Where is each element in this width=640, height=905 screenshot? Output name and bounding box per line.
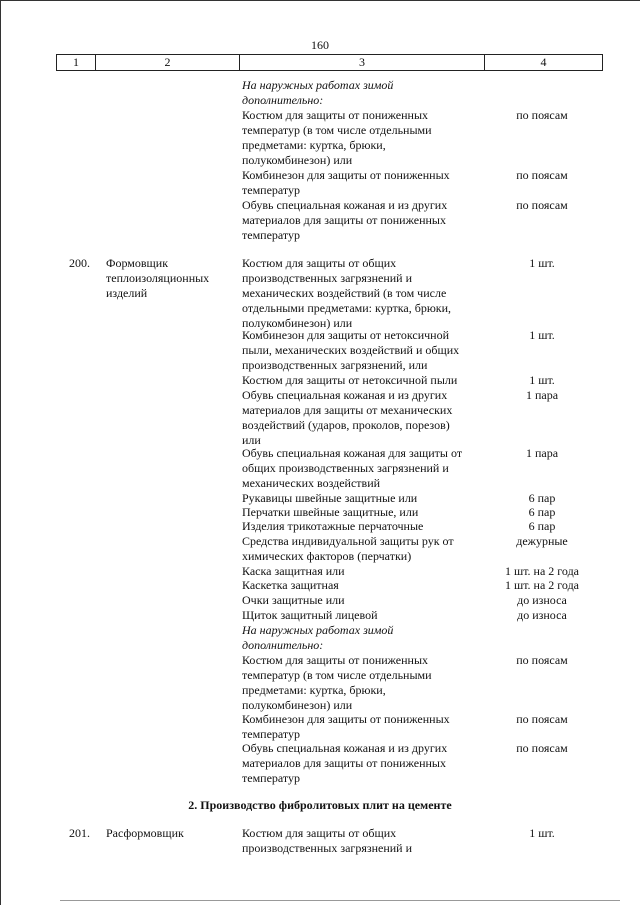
text-line: дополнительно: bbox=[242, 93, 324, 107]
page-frame-bottom bbox=[60, 900, 620, 901]
ppe-quantity: 6 пар bbox=[528, 505, 556, 519]
text-line: Щиток защитный лицевой bbox=[242, 608, 378, 622]
text-line: Комбинезон для защиты от пониженных bbox=[242, 168, 450, 182]
text-line: Костюм для защиты от общих bbox=[242, 256, 397, 270]
text-line: Костюм для защиты от пониженных bbox=[242, 108, 429, 122]
ppe-quantity: 1 шт. bbox=[529, 256, 555, 270]
text-line: Костюм для защиты от общих bbox=[242, 826, 397, 840]
ppe-item bbox=[242, 505, 487, 520]
text-line: общих производственных загрязнений и bbox=[242, 461, 449, 475]
ppe-item bbox=[242, 256, 487, 331]
text-line: Каскетка защитная bbox=[242, 578, 339, 592]
entry-number: 201. bbox=[69, 826, 90, 840]
text-line: материалов для защиты от механических bbox=[242, 403, 453, 417]
ppe-item bbox=[242, 564, 487, 579]
text-line: Перчатки швейные защитные, или bbox=[242, 505, 419, 519]
ppe-quantity: по поясам bbox=[516, 198, 568, 212]
text-line: пыли, механических воздействий и общих bbox=[242, 343, 460, 357]
ppe-quantity: по поясам bbox=[516, 108, 568, 122]
ppe-item bbox=[242, 578, 487, 593]
winter-note bbox=[242, 78, 487, 108]
ppe-item bbox=[242, 608, 487, 623]
ppe-item bbox=[242, 519, 487, 534]
text-line: производственных загрязнений и bbox=[242, 271, 413, 285]
text-line: температур (в том числе отдельными bbox=[242, 123, 432, 137]
section-title: 2. Производство фибролитовых плит на цементе bbox=[188, 798, 452, 812]
header-col-4: 4 bbox=[540, 55, 547, 69]
ppe-quantity: 1 шт. bbox=[529, 328, 555, 342]
text-line: Рукавицы швейные защитные или bbox=[242, 491, 418, 505]
table-header-row bbox=[56, 54, 603, 71]
text-line: Обувь специальная кожаная и из других bbox=[242, 198, 448, 212]
text-line: температур (в том числе отдельными bbox=[242, 668, 432, 682]
text-line: полукомбинезон) или bbox=[242, 698, 353, 712]
text-line: Каска защитная или bbox=[242, 564, 345, 578]
page-frame-top bbox=[0, 0, 640, 1]
ppe-quantity: по поясам bbox=[516, 168, 568, 182]
text-line: материалов для защиты от пониженных bbox=[242, 213, 446, 227]
text-line: химических факторов (перчатки) bbox=[242, 549, 412, 563]
text-line: производственных загрязнений и bbox=[242, 841, 413, 855]
text-line: Формовщик bbox=[106, 256, 169, 270]
ppe-quantity: 6 пар bbox=[528, 519, 556, 533]
text-line: изделий bbox=[106, 286, 148, 300]
text-line: механических воздействий bbox=[242, 476, 381, 490]
text-line: или bbox=[242, 433, 261, 447]
text-line: полукомбинезон) или bbox=[242, 316, 353, 330]
text-line: температур bbox=[242, 228, 301, 242]
text-line: Костюм для защиты от нетоксичной пыли bbox=[242, 373, 458, 387]
header-col-1: 1 bbox=[73, 55, 79, 69]
ppe-quantity: 1 шт. на 2 года bbox=[504, 564, 580, 578]
text-line: полукомбинезон) или bbox=[242, 153, 353, 167]
ppe-quantity: 1 шт. на 2 года bbox=[504, 578, 580, 592]
text-line: Обувь специальная кожаная для защиты от bbox=[242, 446, 463, 460]
text-line: температур bbox=[242, 183, 301, 197]
text-line: Расформовщик bbox=[106, 826, 184, 840]
ppe-quantity: дежурные bbox=[516, 534, 568, 548]
ppe-quantity: 1 пара bbox=[525, 388, 559, 402]
text-line: дополнительно: bbox=[242, 638, 324, 652]
ppe-item bbox=[242, 108, 487, 168]
winter-note bbox=[242, 623, 487, 653]
ppe-item bbox=[242, 653, 487, 713]
text-line: материалов для защиты от пониженных bbox=[242, 756, 446, 770]
ppe-quantity: 1 пара bbox=[525, 446, 559, 460]
text-line: температур bbox=[242, 771, 301, 785]
text-line: теплоизоляционных bbox=[106, 271, 210, 285]
text-line: предметами: куртка, брюки, bbox=[242, 683, 386, 697]
text-line: На наружных работах зимой bbox=[242, 78, 394, 92]
ppe-quantity: 1 шт. bbox=[529, 373, 555, 387]
ppe-quantity: по поясам bbox=[516, 712, 568, 726]
text-line: температур bbox=[242, 727, 301, 741]
ppe-quantity: до износа bbox=[517, 608, 567, 622]
ppe-item bbox=[242, 388, 487, 448]
ppe-quantity: 6 пар bbox=[528, 491, 556, 505]
ppe-item bbox=[242, 328, 487, 373]
ppe-quantity: до износа bbox=[517, 593, 567, 607]
text-line: Комбинезон для защиты от пониженных bbox=[242, 712, 450, 726]
text-line: Обувь специальная кожаная и из других bbox=[242, 741, 448, 755]
page-frame-left bbox=[0, 0, 1, 905]
ppe-item bbox=[242, 198, 487, 243]
entry-number: 200. bbox=[69, 256, 90, 270]
page-number: 160 bbox=[311, 38, 329, 52]
ppe-quantity: 1 шт. bbox=[529, 826, 555, 840]
text-line: Изделия трикотажные перчаточные bbox=[242, 519, 424, 533]
text-line: Очки защитные или bbox=[242, 593, 345, 607]
ppe-item bbox=[242, 826, 487, 856]
text-line: производственных загрязнений, или bbox=[242, 358, 428, 372]
ppe-item bbox=[242, 534, 487, 564]
text-line: На наружных работах зимой bbox=[242, 623, 394, 637]
header-col-3: 3 bbox=[359, 55, 365, 69]
text-line: предметами: куртка, брюки, bbox=[242, 138, 386, 152]
ppe-item bbox=[242, 491, 487, 506]
ppe-quantity: по поясам bbox=[516, 653, 568, 667]
text-line: воздействий (ударов, проколов, порезов) bbox=[242, 418, 450, 432]
ppe-item bbox=[242, 741, 487, 786]
text-line: механических воздействий (в том числе bbox=[242, 286, 447, 300]
profession-name bbox=[106, 826, 236, 841]
ppe-item bbox=[242, 593, 487, 608]
text-line: Обувь специальная кожаная и из других bbox=[242, 388, 448, 402]
text-line: Средства индивидуальной защиты рук от bbox=[242, 534, 454, 548]
ppe-item bbox=[242, 373, 487, 388]
ppe-quantity: по поясам bbox=[516, 741, 568, 755]
text-line: отдельными предметами: куртка, брюки, bbox=[242, 301, 452, 315]
ppe-item bbox=[242, 446, 487, 491]
ppe-item bbox=[242, 712, 487, 742]
header-col-2: 2 bbox=[164, 55, 171, 69]
ppe-item bbox=[242, 168, 487, 198]
text-line: Костюм для защиты от пониженных bbox=[242, 653, 429, 667]
text-line: Комбинезон для защиты от нетоксичной bbox=[242, 328, 450, 342]
profession-name bbox=[106, 256, 236, 301]
